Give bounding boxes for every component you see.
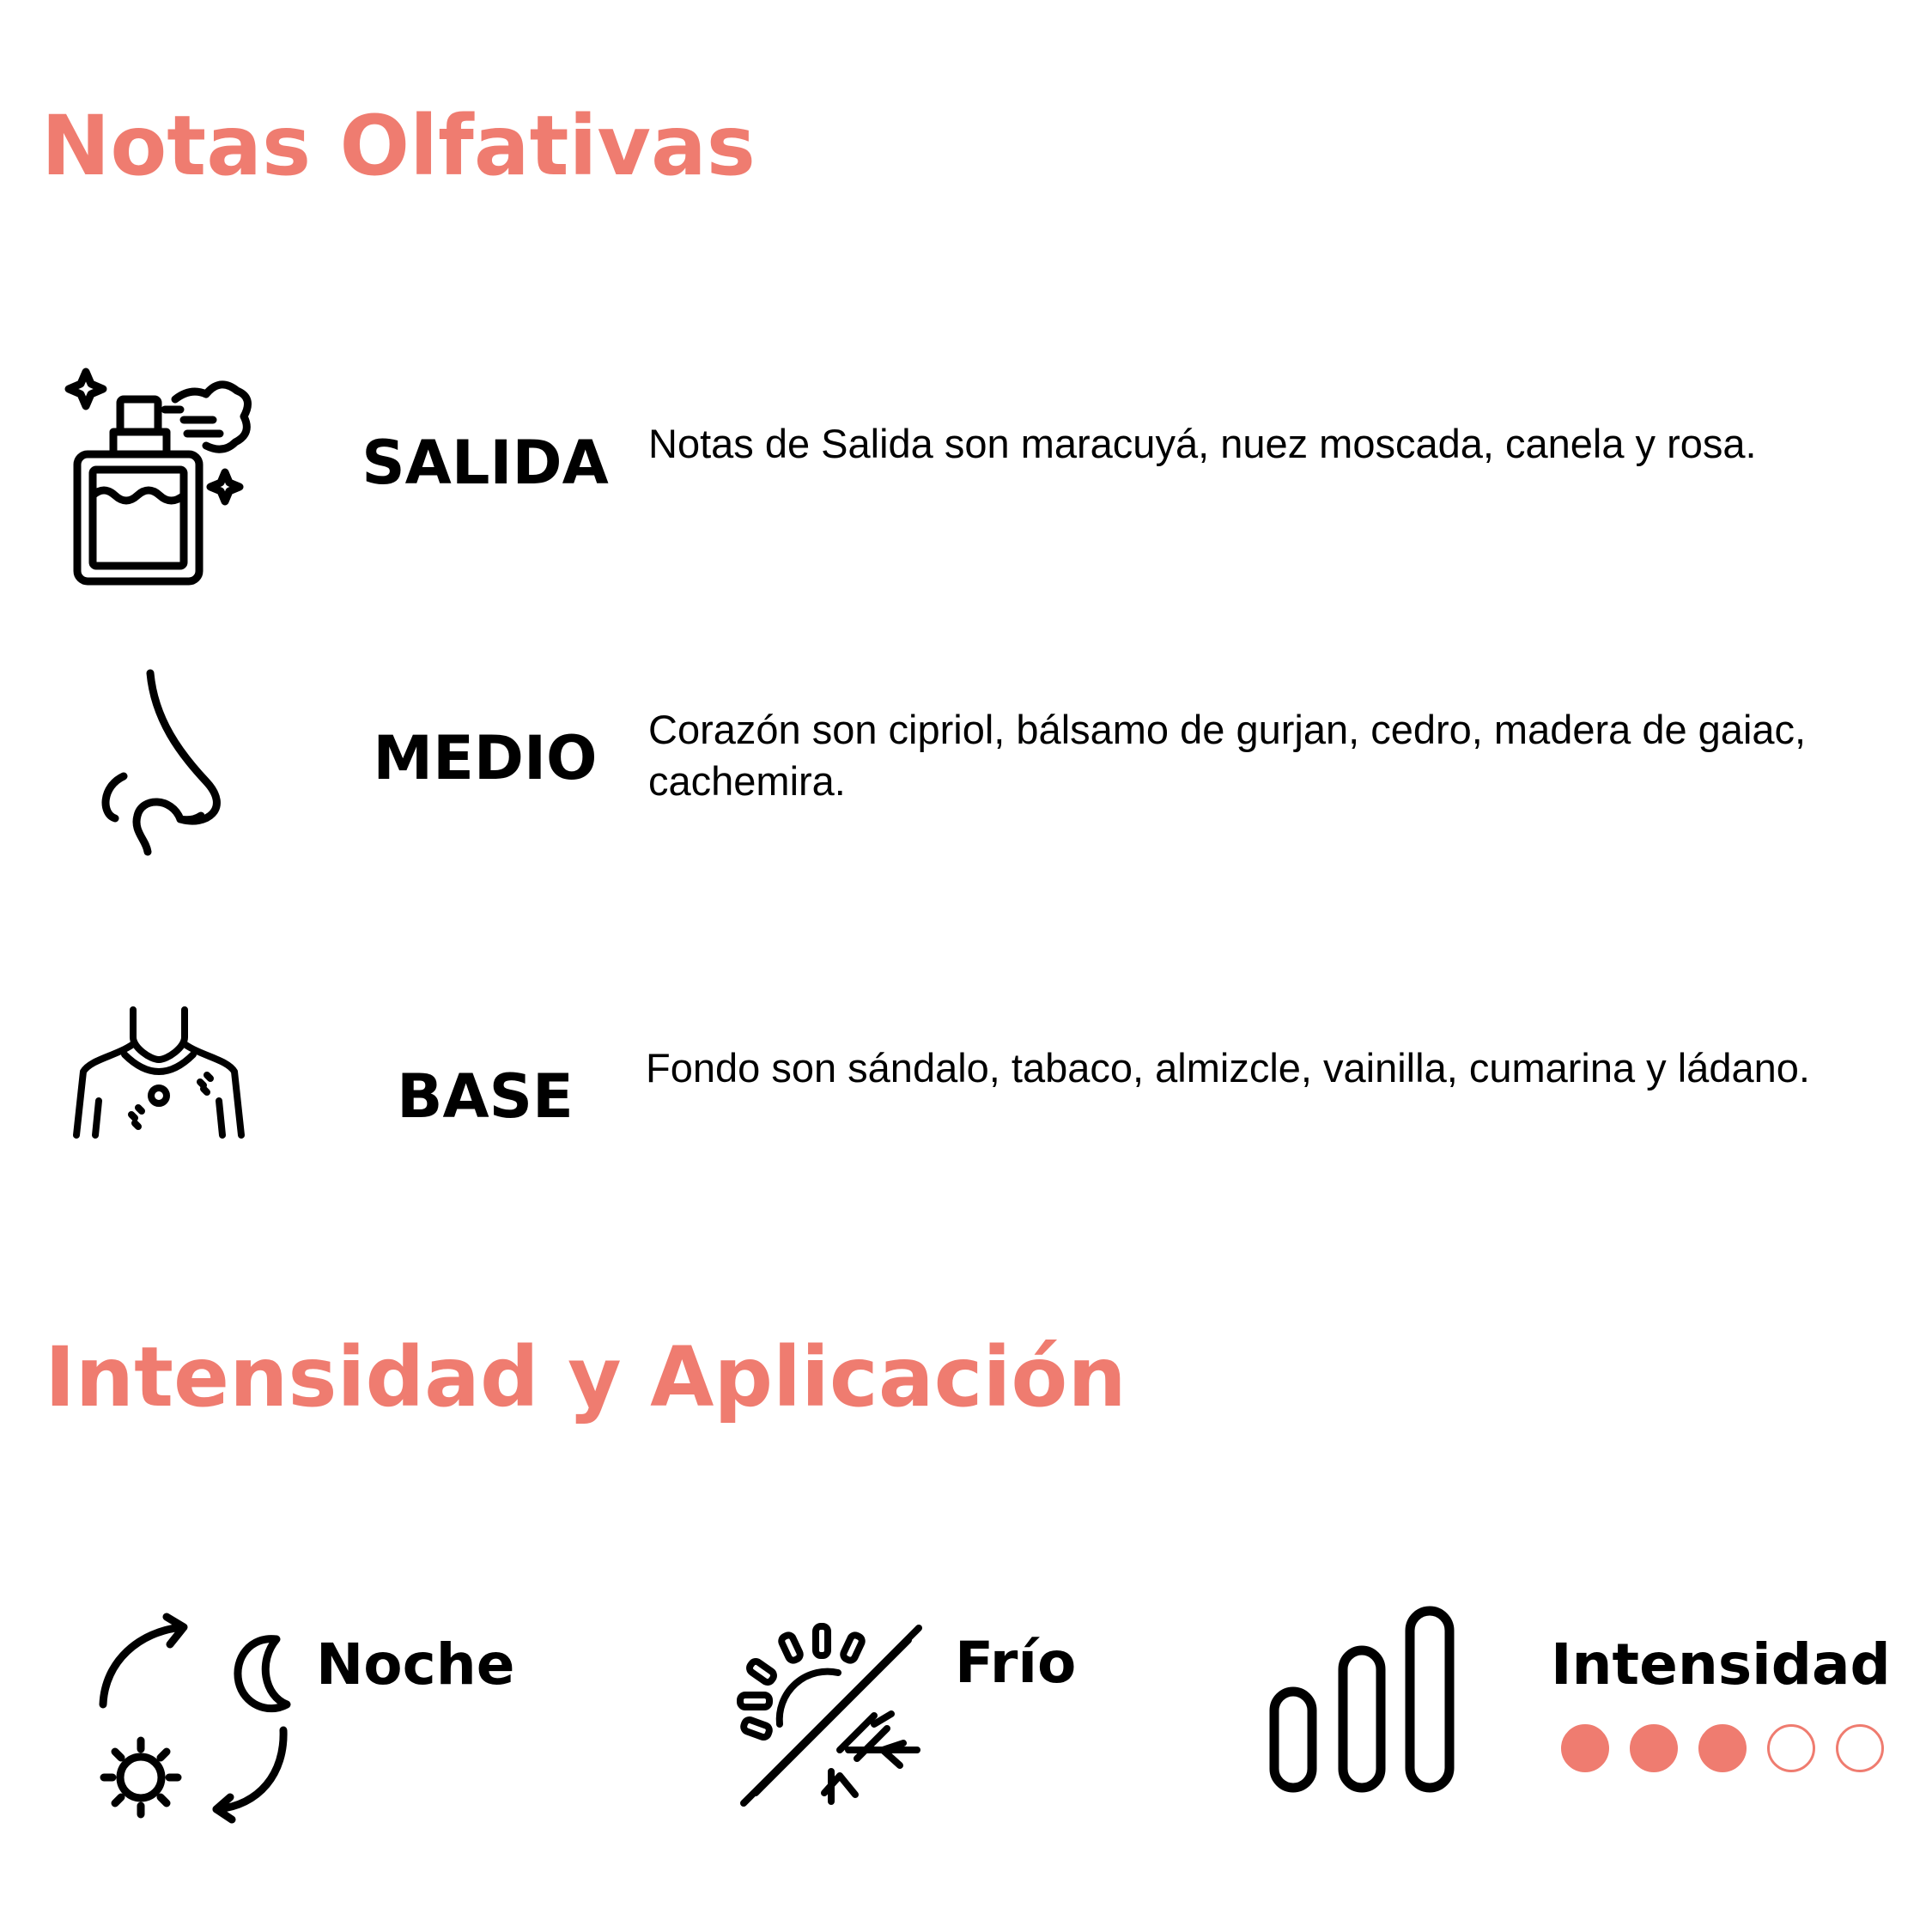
time-label: Noche (316, 1631, 515, 1698)
intensity-dot-filled (1630, 1724, 1678, 1772)
season-label: Frío (955, 1630, 1077, 1696)
day-night-cycle-icon (96, 1610, 294, 1820)
medio-description: Corazón son cipriol, bálsamo de gurjan, cedro, madera de gaiac, cachemira. (648, 707, 1807, 804)
intensity-application-title: Intensidad y Aplicación (45, 1329, 1127, 1425)
intensity-dot-empty (1836, 1724, 1884, 1772)
intensity-dot-filled (1561, 1724, 1609, 1772)
intensity-rating (1561, 1724, 1884, 1772)
intensity-dot-empty (1767, 1724, 1815, 1772)
signal-bars-icon (1267, 1606, 1456, 1793)
salida-description: Notas de Salida son maracuyá, nuez moscada, canela y rosa. (648, 421, 1757, 466)
olfactory-notes-title: Notas Olfativas (41, 98, 756, 194)
medio-label: MEDIO (373, 723, 598, 793)
nose-icon (94, 668, 223, 854)
base-label: BASE (397, 1061, 574, 1132)
salida-label: SALIDA (361, 428, 609, 498)
intensity-dot-filled (1698, 1724, 1747, 1772)
intensity-label: Intensidad (1551, 1631, 1891, 1698)
sun-snowflake-icon (737, 1621, 926, 1810)
neck-chest-icon (73, 1006, 245, 1135)
perfume-spray-icon (62, 365, 251, 588)
base-description: Fondo son sándalo, tabaco, almizcle, vainilla, cumarina y ládano. (646, 1045, 1810, 1091)
